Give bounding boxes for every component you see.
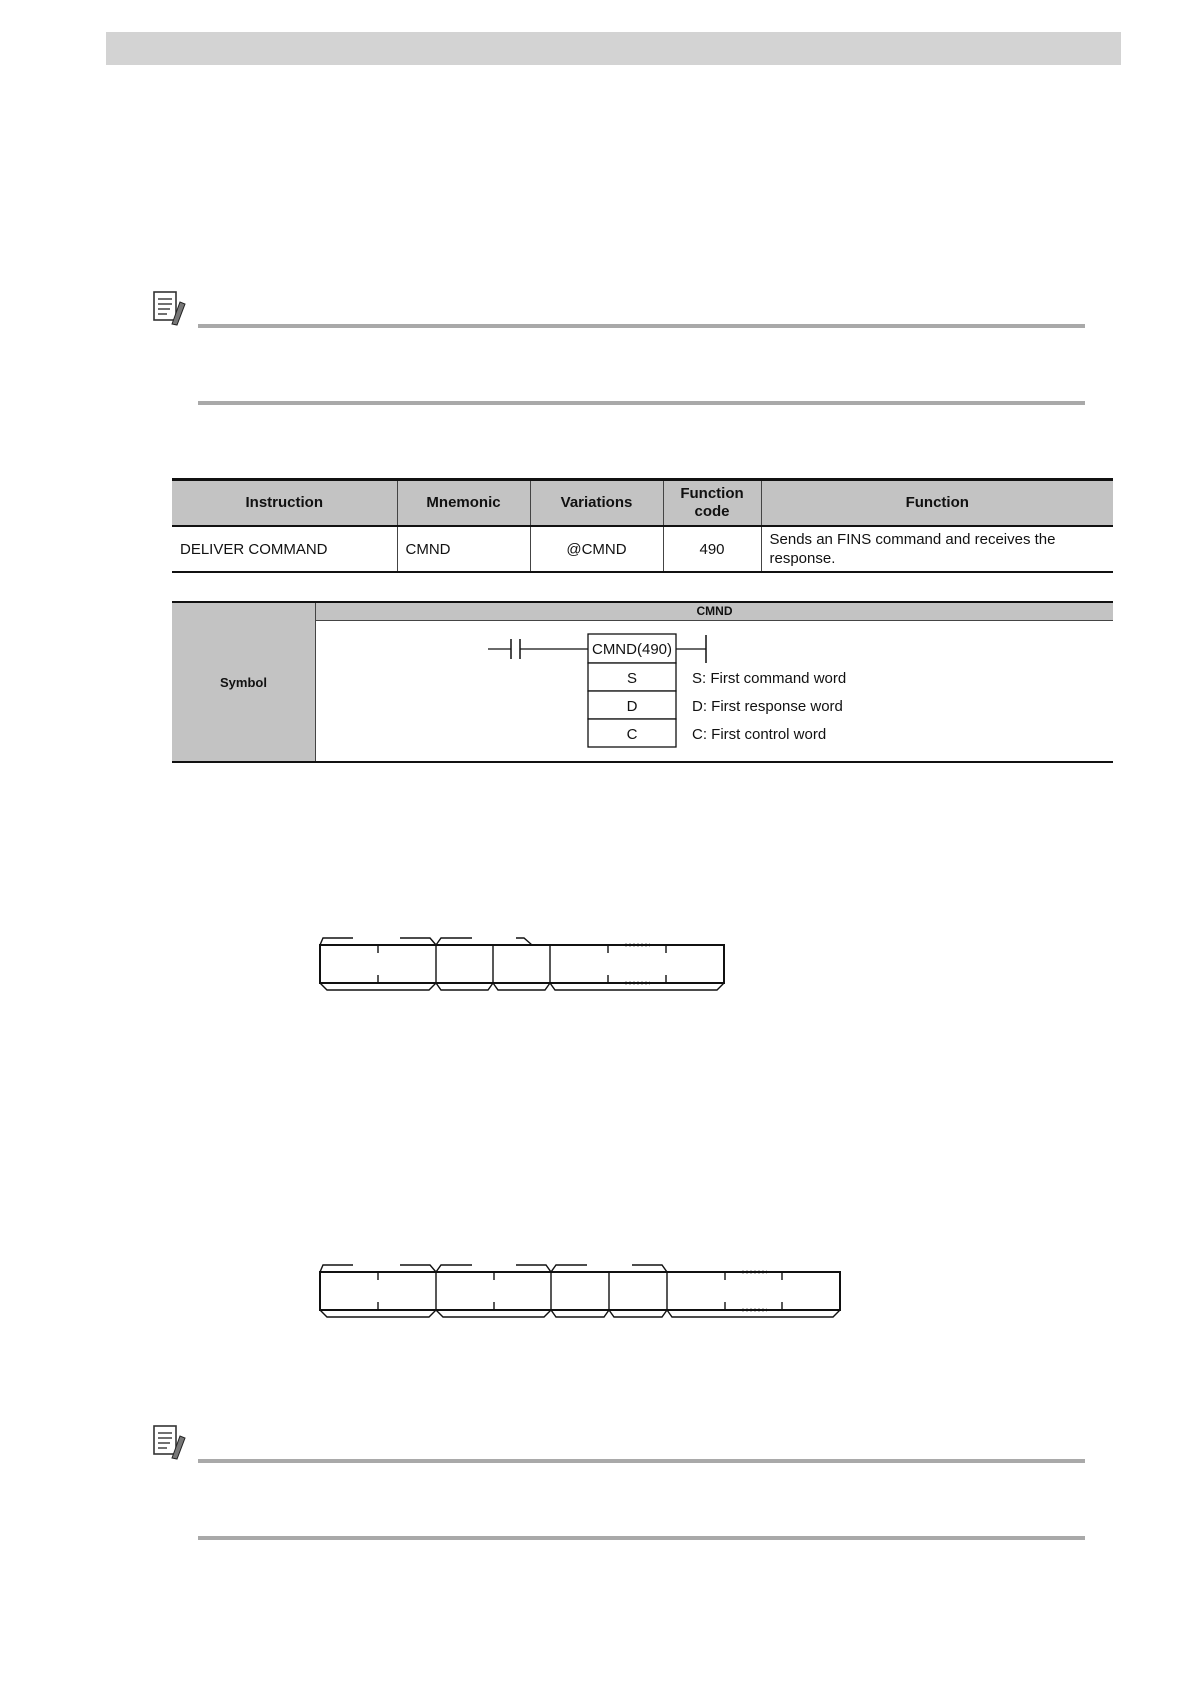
symbol-table: [172, 601, 1113, 763]
frame-bracket: [320, 983, 436, 990]
page-header-bar: [106, 32, 1121, 65]
table-row: [172, 526, 1113, 572]
cell-mnemonic: CMND: [397, 526, 530, 572]
frame-bracket: [632, 1265, 667, 1272]
symbol-header: CMND: [316, 603, 1113, 621]
frame-bracket: [551, 1310, 609, 1317]
cell-function: Sends an FINS command and receives the response.: [769, 531, 1056, 567]
note-bottom-rule: [198, 401, 1085, 405]
instruction-table: [172, 478, 1113, 573]
col-variations: Variations: [530, 480, 663, 527]
col-instruction: Instruction: [172, 480, 397, 527]
operand-symbol: D: [626, 698, 638, 715]
frame-bracket: [436, 1310, 551, 1317]
frame-box: [320, 1272, 840, 1310]
frame-bracket: [436, 983, 493, 990]
response-frame-diagram: [310, 1252, 850, 1322]
frame-bracket: [320, 1310, 436, 1317]
frame-box: [320, 945, 724, 983]
frame-bracket: [667, 1310, 840, 1317]
col-function-code: Function code: [663, 480, 761, 527]
operand-symbol: S: [626, 670, 638, 687]
frame-bracket: [436, 938, 472, 945]
operand-description: S: First command word: [692, 670, 847, 687]
symbol-label: Symbol: [172, 603, 316, 761]
frame-bracket: [516, 938, 532, 945]
note-bottom-rule: [198, 1536, 1085, 1540]
col-mnemonic: Mnemonic: [397, 480, 530, 527]
note-top-rule: [198, 1459, 1085, 1463]
frame-bracket: [493, 983, 550, 990]
instruction-table-header: [172, 480, 1113, 527]
note-top-rule: [198, 324, 1085, 328]
reference-note-icon: [152, 290, 188, 326]
frame-bracket: [551, 1265, 587, 1272]
frame-bracket: [609, 1310, 667, 1317]
frame-bracket: [516, 1265, 551, 1272]
cell-instruction: DELIVER COMMAND: [172, 526, 397, 572]
frame-bracket: [320, 1265, 353, 1272]
reference-note-icon: [152, 1424, 188, 1460]
frame-bracket: [400, 1265, 436, 1272]
operand-symbol: C: [626, 726, 638, 743]
ladder-diagram: [316, 621, 1113, 759]
frame-bracket: [400, 938, 436, 945]
col-function: Function: [761, 480, 1113, 527]
instruction-block-title: CMND(490): [591, 641, 673, 658]
cell-variations: @CMND: [530, 526, 663, 572]
cell-function-code: 490: [663, 526, 761, 572]
operand-description: C: First control word: [692, 726, 827, 743]
frame-bracket: [320, 938, 353, 945]
frame-bracket: [436, 1265, 472, 1272]
command-frame-diagram: [310, 925, 730, 995]
operand-description: D: First response word: [692, 698, 843, 715]
